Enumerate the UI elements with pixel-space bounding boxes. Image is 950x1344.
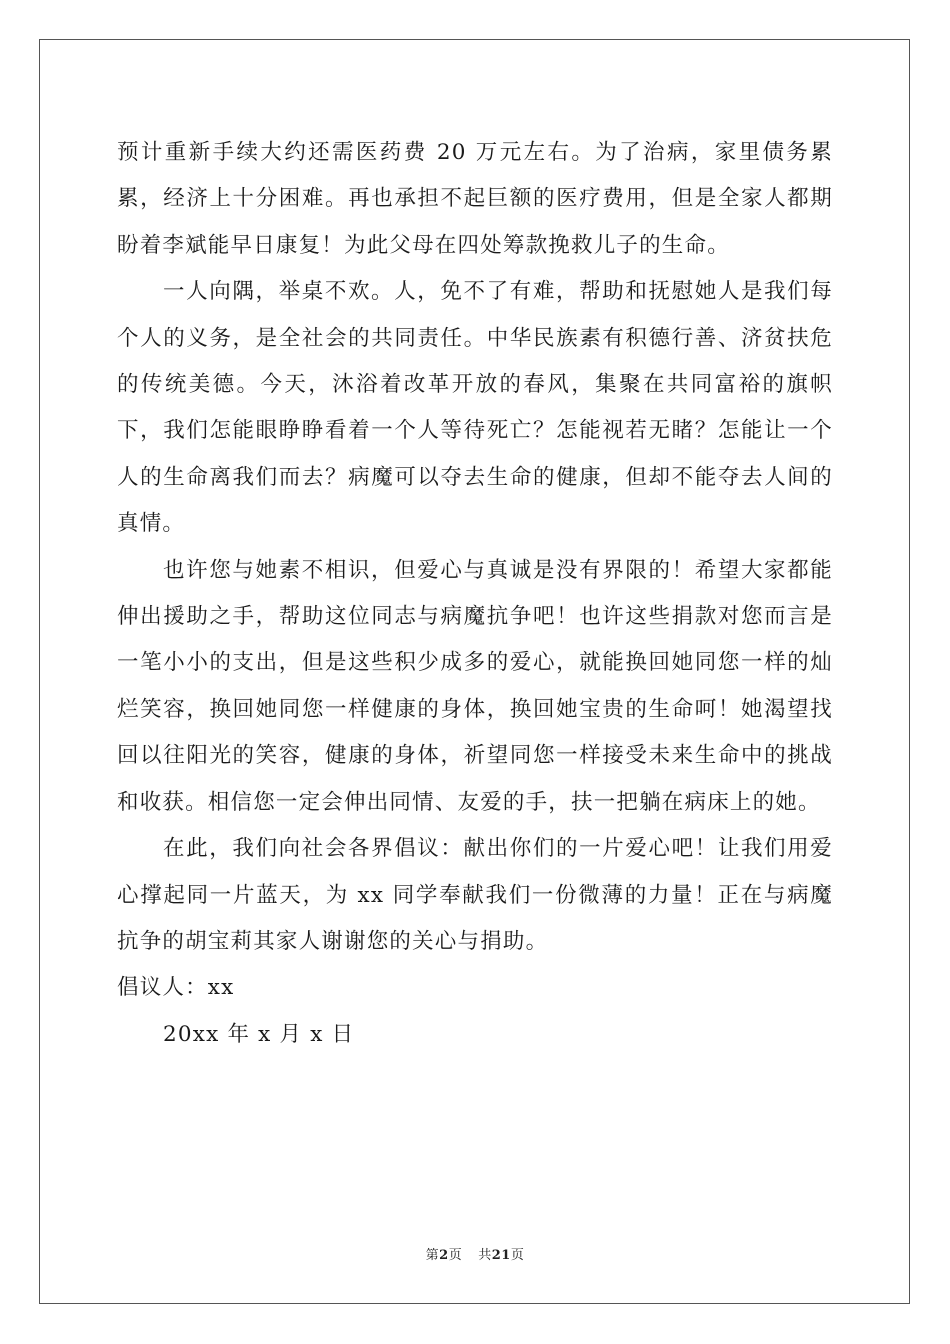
- footer-total-prefix: 共: [478, 1248, 492, 1263]
- document-body: [117, 130, 833, 1058]
- footer-total-suffix: 页: [510, 1248, 525, 1263]
- footer-page-suffix: 页: [448, 1248, 463, 1263]
- paragraph-2: 一人向隅，举桌不欢。人，免不了有难，帮助和抚慰她人是我们每个人的义务，是全社会的共同责任。中华民族素有积德行善、济贫扶危的传统美德。今天，沐浴着改革开放的春风，集聚在共同富裕的旗帜下，我们怎能眼睁睁看着一个人等待死亡？怎能视若无睹？怎能让一个人的生命离我们而去？病魔可以夺去生命的健康，但却不能夺去人间的真情。: [117, 279, 833, 537]
- signer-line: 倡议人：xx: [117, 975, 235, 1001]
- paragraph-4: 在此，我们向社会各界倡议：献出你们的一片爱心吧！让我们用爱心撑起同一片蓝天，为 xx 同学奉献我们一份微薄的力量！正在与病魔抗争的胡宝莉其家人谢谢您的关心与捐助。: [117, 836, 833, 954]
- footer-page-prefix: 第: [425, 1248, 440, 1263]
- paragraph-1: 预计重新手续大约还需医药费 20 万元左右。为了治病，家里债务累累，经济上十分困难。再也承担不起巨额的医疗费用，但是全家人都期盼着李斌能早日康复！为此父母在四处筹款挽救儿子的生命。: [117, 140, 833, 258]
- footer-page-current: 2: [439, 1248, 449, 1263]
- footer-page-total: 21: [491, 1248, 511, 1263]
- paragraph-3: 也许您与她素不相识，但爱心与真诚是没有界限的！希望大家都能伸出援助之手，帮助这位同志与病魔抗争吧！也许这些捐款对您而言是一笔小小的支出，但是这些积少成多的爱心，就能换回她同您一样的灿烂笑容，换回她同您一样健康的身体，换回她宝贵的生命呵！她渴望找回以往阳光的笑容，健康的身体，祈望同您一样接受未来生命中的挑战和收获。相信您一定会伸出同情、友爱的手，扶一把躺在病床上的她。: [117, 557, 833, 815]
- date-line: 20xx 年 x 月 x 日: [163, 1021, 355, 1047]
- page-footer: [0, 1244, 950, 1263]
